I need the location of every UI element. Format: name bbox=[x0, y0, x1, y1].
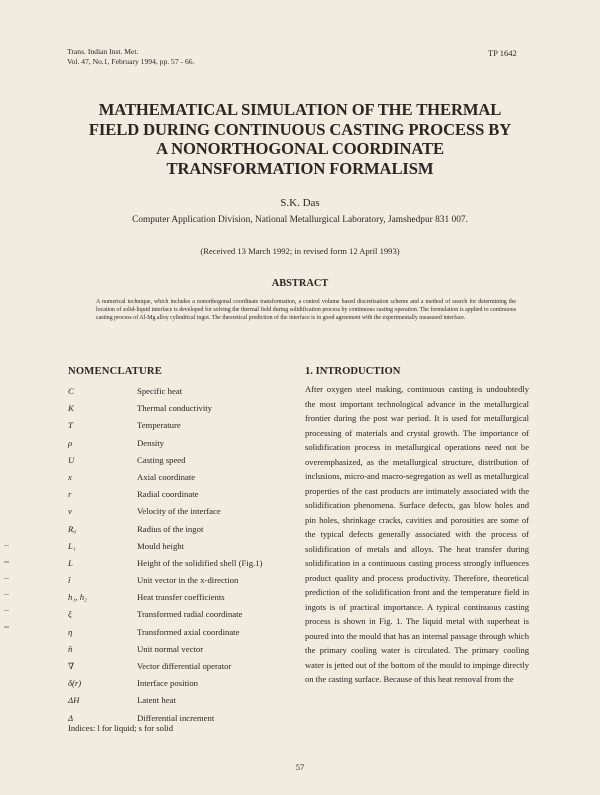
nomenclature-symbol: h₁, h₂ bbox=[68, 592, 88, 603]
nomenclature-heading: NOMENCLATURE bbox=[68, 366, 163, 377]
nomenclature-symbol: C bbox=[68, 386, 74, 396]
nomenclature-indices: Indices: l for liquid; s for solid bbox=[68, 723, 174, 733]
nomenclature-description: Transformed axial coordinate bbox=[137, 626, 240, 637]
nomenclature-row bbox=[68, 470, 298, 487]
nomenclature-symbol: T bbox=[68, 420, 73, 431]
paper-title bbox=[40, 100, 560, 178]
nomenclature-row bbox=[68, 659, 298, 676]
nomenclature-symbol: ρ bbox=[68, 437, 73, 448]
nomenclature-symbol: U bbox=[68, 454, 75, 465]
nomenclature-symbol: ξ bbox=[68, 609, 72, 620]
nomenclature-row bbox=[68, 504, 298, 521]
nomenclature-description: Unit vector in the x-direction bbox=[137, 575, 239, 586]
nomenclature-description: Vector differential operator bbox=[137, 661, 232, 671]
title-line: FIELD DURING CONTINUOUS CASTING PROCESS BY bbox=[88, 119, 512, 139]
nomenclature-row bbox=[68, 590, 298, 607]
author-affiliation: Computer Application Division, National Metallurgical Laboratory, Jamshedpur 831 007. bbox=[132, 215, 468, 225]
page-number: 57 bbox=[295, 762, 305, 772]
introduction-text: After oxygen steel making, continuous casting is undoubtedly the most important technological advance in the metallurgical frontier during the post war period. It is used for metallurgical processing of materials and crystal growth. The importance of solidification process in metallurgical operations need not be overemphasized, as the metallurgical structure, distribution of inclusions, micro-and macro-segregation as well as metallurgical properties of the cast products are intimately associated with the solidification phenomena. Surface defects, gas blow holes and pin holes, shrinkage cracks, cavities and porosities are some of the typical defects generally associated with the process of solidification of metals and alloys. The heat transfer during solidification in a continuous casting process strongly influences product quality and process productivity. Therefore, theoretical prediction of the solidification front and the temperature field in ingots is of practical importance. A typical continuous casting process is shown in Fig. 1. The liquid metal with superheat is poured into the mould that has an internal passage through which the primary cooling water is circulated. The primary cooling water is jetted out of the bottom of the mould to impinge directly on the casting surface. Because of this heat removal from the bbox=[305, 384, 529, 684]
introduction-heading: 1. INTRODUCTION bbox=[305, 366, 401, 377]
nomenclature-symbol: Δ bbox=[68, 712, 74, 723]
nomenclature-description: Thermal conductivity bbox=[137, 403, 213, 414]
nomenclature-row bbox=[68, 556, 298, 573]
nomenclature-description: Casting speed bbox=[137, 454, 186, 465]
nomenclature-description: Axial coordinate bbox=[137, 471, 196, 482]
nomenclature-description: Temperature bbox=[137, 420, 181, 431]
journal-name: Trans. Indian Inst. Met. bbox=[67, 47, 139, 56]
nomenclature-description: Mould height bbox=[137, 540, 185, 551]
nomenclature-row bbox=[68, 522, 298, 539]
journal-citation bbox=[67, 47, 194, 67]
nomenclature-row bbox=[68, 607, 298, 624]
nomenclature-description: Heat transfer coefficients bbox=[137, 592, 225, 603]
nomenclature-row bbox=[68, 539, 298, 556]
nomenclature-row bbox=[68, 573, 298, 590]
nomenclature-symbol: v bbox=[68, 506, 72, 517]
title-line: A NONORTHOGONAL COORDINATE bbox=[156, 139, 444, 158]
nomenclature-row bbox=[68, 676, 298, 693]
nomenclature-description: Latent heat bbox=[137, 695, 176, 706]
nomenclature-description: Height of the solidified shell (Fig.1) bbox=[137, 557, 263, 568]
nomenclature-symbol: R₀ bbox=[68, 523, 77, 534]
received-date: (Received 13 March 1992; in revised form 12 April 1993) bbox=[200, 246, 400, 256]
nomenclature-symbol: ΔH bbox=[68, 695, 80, 706]
nomenclature-description: Velocity of the interface bbox=[137, 506, 221, 517]
nomenclature-row bbox=[68, 642, 298, 659]
nomenclature-symbol: L₁ bbox=[68, 540, 76, 551]
nomenclature-row bbox=[68, 384, 298, 401]
nomenclature-description: Unit normal vector bbox=[137, 643, 204, 654]
nomenclature-row bbox=[68, 436, 298, 453]
nomenclature-row bbox=[68, 418, 298, 435]
nomenclature-row bbox=[68, 625, 298, 642]
nomenclature-list bbox=[68, 384, 298, 728]
nomenclature-symbol: x bbox=[68, 471, 72, 482]
nomenclature-description: Specific heat bbox=[137, 386, 183, 396]
nomenclature-description: Differential increment bbox=[137, 712, 215, 723]
author-name: S.K. Das bbox=[280, 197, 320, 209]
abstract-heading: ABSTRACT bbox=[271, 278, 329, 289]
nomenclature-row bbox=[68, 693, 298, 710]
title-line: MATHEMATICAL SIMULATION OF THE THERMAL bbox=[98, 100, 502, 119]
nomenclature-row bbox=[68, 401, 298, 418]
paper-code: TP 1642 bbox=[488, 48, 517, 58]
title-line: TRANSFORMATION FORMALISM bbox=[166, 158, 434, 178]
abstract-text: A numerical technique, which includes a nonorthogonal coordinate transformation, a control volume based discretisation scheme and a method of search for determining the location of solid-liquid interface is developed for solving the thermal field during solidification process by continuous casting operation. The formulation is applied to continuous casting process of Al-Mg alloy cylindrical ingot. The theoretical prediction of the interface is in good agreement with the experimentally measured interface. bbox=[96, 299, 516, 322]
nomenclature-symbol: δ(r) bbox=[68, 678, 82, 689]
nomenclature-description: Density bbox=[137, 437, 165, 448]
nomenclature-symbol: ∇ bbox=[68, 661, 75, 671]
margin-punch-marks bbox=[4, 545, 14, 665]
nomenclature-symbol: K bbox=[68, 403, 74, 414]
nomenclature-symbol: η bbox=[68, 626, 73, 637]
nomenclature-row bbox=[68, 453, 298, 470]
nomenclature-description: Transformed radial coordinate bbox=[137, 609, 243, 620]
nomenclature-description: Radius of the ingot bbox=[137, 523, 204, 534]
nomenclature-symbol: L bbox=[68, 557, 73, 568]
nomenclature-description: Radial coordinate bbox=[137, 489, 199, 500]
journal-volume: Vol. 47, No.1, February 1994, pp. 57 - 66. bbox=[67, 57, 195, 66]
nomenclature-description: Interface position bbox=[137, 678, 199, 689]
nomenclature-symbol: n̂ bbox=[68, 643, 73, 654]
nomenclature-symbol: î bbox=[68, 575, 71, 586]
nomenclature-row bbox=[68, 487, 298, 504]
nomenclature-symbol: r bbox=[68, 489, 72, 500]
